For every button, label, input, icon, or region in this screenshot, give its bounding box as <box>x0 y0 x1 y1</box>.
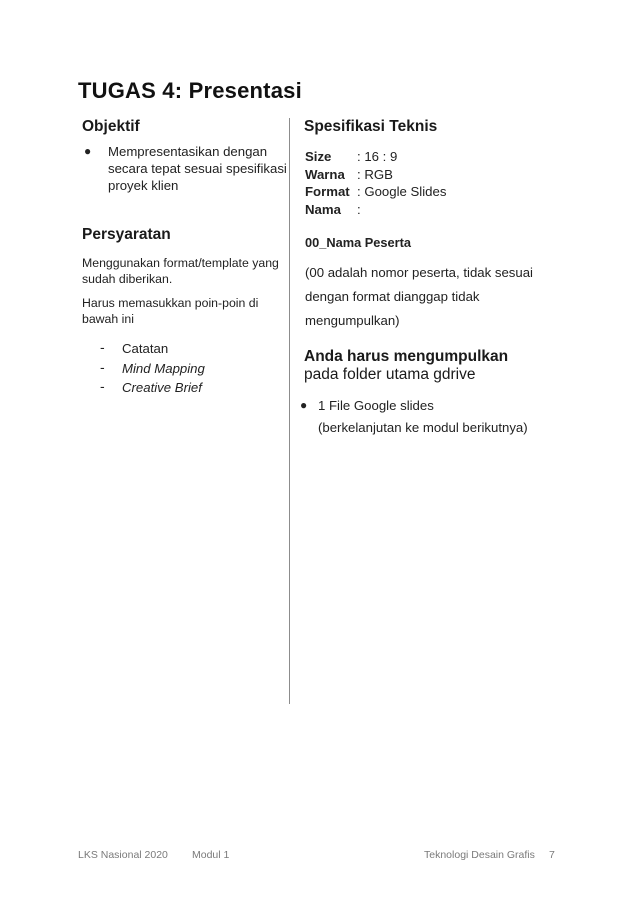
objektif-bullet-text: Mempresentasikan dengan secara tepat sesuai spesifikasi proyek klien <box>108 144 287 193</box>
spec-key: Warna <box>305 166 345 182</box>
spec-value: : 16 : 9 <box>357 149 398 164</box>
list-item-label: Creative Brief <box>122 380 202 395</box>
objektif-heading: Objektif <box>82 118 140 135</box>
page-title: TUGAS 4: Presentasi <box>78 78 302 103</box>
spec-row <box>305 184 446 202</box>
bullet-dot-icon: ● <box>84 144 92 158</box>
footer-page-number: 7 <box>549 849 555 861</box>
spec-value: : Google Slides <box>357 184 447 199</box>
submission-heading <box>304 348 508 384</box>
footer-module: Modul 1 <box>192 849 230 861</box>
submission-heading-bold: Anda harus mengumpulkan <box>304 348 509 365</box>
spesifikasi-heading: Spesifikasi Teknis <box>304 118 438 135</box>
spec-value: : RGB <box>357 166 393 182</box>
name-format: 00_Nama Peserta <box>305 235 412 250</box>
spec-row <box>305 202 446 220</box>
footer-event: LKS Nasional 2020 <box>78 849 168 861</box>
dash-icon: - <box>100 339 105 355</box>
spec-key: Size <box>305 149 332 164</box>
spec-row <box>305 167 446 185</box>
spec-table <box>305 149 446 219</box>
column-divider <box>289 118 290 704</box>
dash-icon: - <box>100 358 105 375</box>
spec-key: Nama <box>305 201 341 217</box>
list-item-label: Catatan <box>122 341 169 356</box>
footer-subject: Teknologi Desain Grafis <box>424 849 535 861</box>
persyaratan-heading: Persyaratan <box>82 226 171 243</box>
submission-bullet-text: 1 File Google slides <box>318 398 434 413</box>
spec-key: Format <box>305 184 350 199</box>
submission-heading-regular: pada folder utama gdrive <box>304 366 476 383</box>
submission-note: (berkelanjutan ke modul berikutnya) <box>318 420 528 435</box>
spec-value: : <box>357 201 361 217</box>
bullet-dot-icon: ● <box>300 398 308 412</box>
persyaratan-paragraph-2: Harus memasukkan poin-poin di bawah ini <box>82 296 259 326</box>
list-item-label: Mind Mapping <box>122 360 205 376</box>
spec-row <box>305 149 446 167</box>
dash-icon: - <box>100 378 105 394</box>
name-format-note: (00 adalah nomor peserta, tidak sesuai dengan format dianggap tidak mengumpulkan) <box>305 265 533 328</box>
persyaratan-paragraph-1: Menggunakan format/template yang sudah diberikan. <box>82 256 279 286</box>
